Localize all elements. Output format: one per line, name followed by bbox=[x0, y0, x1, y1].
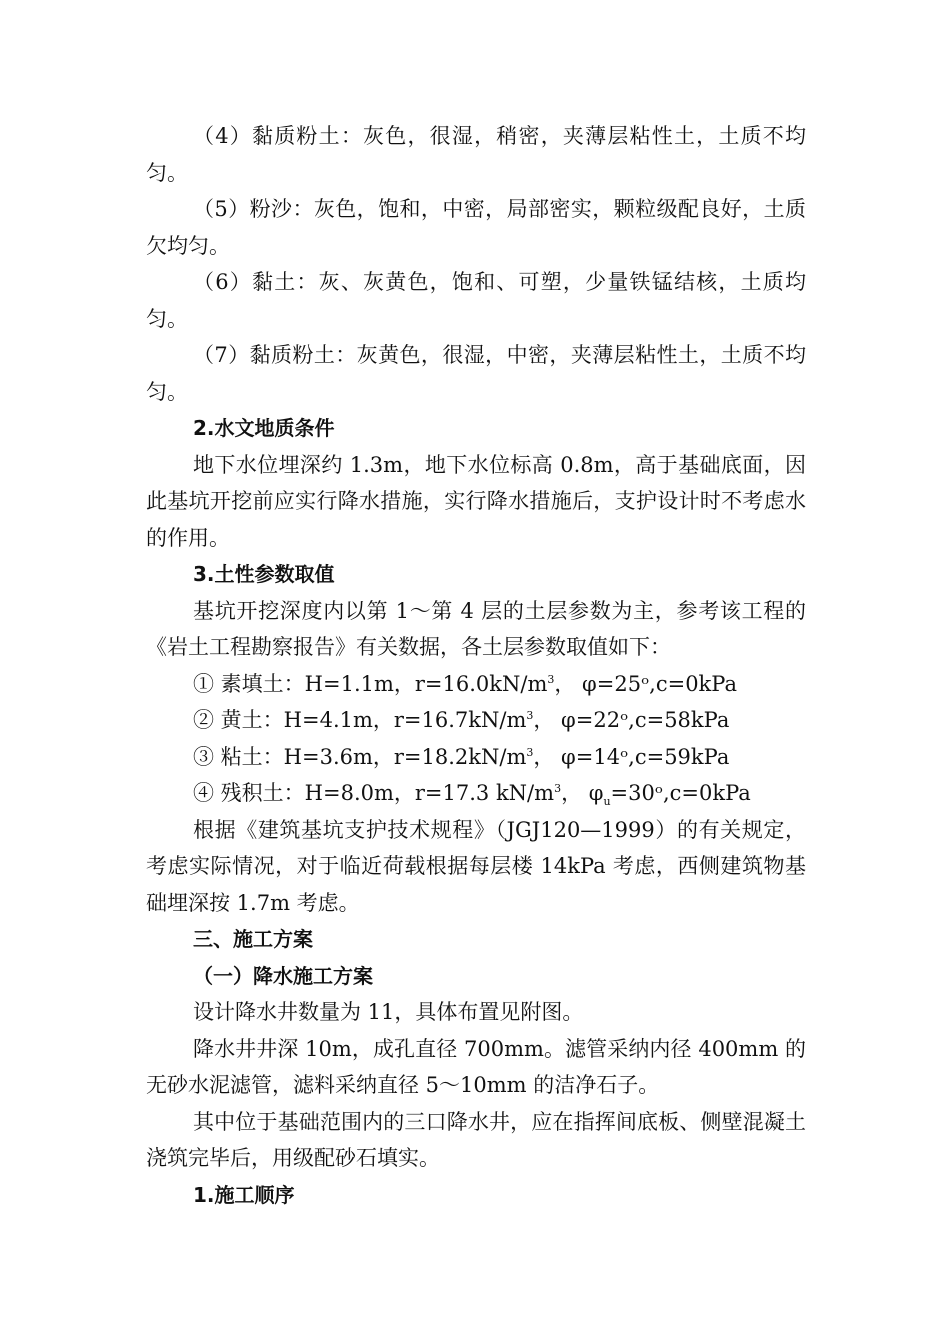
parameter-line-4-sup: 3 bbox=[554, 782, 562, 795]
parameter-line-4-sub: u bbox=[603, 795, 611, 809]
parameter-line-3 bbox=[146, 739, 806, 776]
well-fill-paragraph: 其中位于基础范围内的三口降水井，应在指挥间底板、侧壁混凝土浇筑完毕后，用级配砂石填实。 bbox=[146, 1109, 806, 1170]
parameter-line-1-sup: 3 bbox=[547, 672, 555, 686]
soil-layer-5-paragraph: （5）粉沙：灰色，饱和，中密，局部密实，颗粒级配良好，土质欠均匀。 bbox=[146, 197, 806, 258]
heading-construction-sequence: 1.施工顺序 bbox=[193, 1182, 295, 1207]
parameter-line-2-mid: ， φ=22 bbox=[533, 708, 621, 732]
parameter-line-4 bbox=[146, 775, 806, 812]
parameter-line-1-tail: ᵒ,c=0kPa bbox=[641, 671, 737, 696]
parameter-line-4-tail: =30ᵒ,c=0kPa bbox=[610, 781, 751, 805]
parameter-line-2-head: ② 黄土：H=4.1m，r=16.7kN/m bbox=[193, 708, 527, 732]
heading-soil-parameters: 3.土性参数取值 bbox=[193, 562, 335, 586]
well-specs-paragraph: 降水井井深 10m，成孔直径 700mm。滤管采纳内径 400mm 的无砂水泥滤管，滤料采纳直径 5～10mm 的洁净石子。 bbox=[146, 1036, 806, 1097]
parameter-line-1 bbox=[146, 666, 806, 703]
heading-hydrogeology: 2.水文地质条件 bbox=[193, 416, 335, 440]
parameter-line-4-mid: ， φ bbox=[561, 781, 604, 805]
parameter-line-3-head: ③ 粘土：H=3.6m，r=18.2kN/m bbox=[193, 744, 527, 769]
parameter-line-3-sup: 3 bbox=[526, 745, 534, 759]
parameter-line-3-tail: ᵒ,c=59kPa bbox=[620, 744, 730, 769]
code-reference-paragraph: 根据《建筑基坑支护技术规程》（JGJ120—1999）的有关规定，考虑实际情况，对于临近荷载根据每层楼 14kPa 考虑，西侧建筑物基础埋深按 1.7m 考虑。 bbox=[146, 817, 806, 915]
parameter-line-1-mid: ， φ=25 bbox=[554, 671, 642, 696]
parameter-line-2 bbox=[146, 702, 806, 739]
parameter-line-2-sup: 3 bbox=[526, 709, 534, 722]
heading-dewatering-plan: （一）降水施工方案 bbox=[193, 963, 373, 988]
well-count-paragraph: 设计降水井数量为 11，具体布置见附图。 bbox=[193, 1000, 584, 1024]
hydrogeology-paragraph: 地下水位埋深约 1.3m，地下水位标高 0.8m，高于基础底面，因此基坑开挖前应实行降水措施，实行降水措施后，支护设计时不考虑水的作用。 bbox=[146, 452, 806, 550]
parameter-line-2-tail: ᵒ,c=58kPa bbox=[620, 708, 730, 732]
soil-layer-7-paragraph: （7）黏质粉土：灰黄色，很湿，中密，夹薄层粘性土，土质不均匀。 bbox=[146, 343, 806, 404]
heading-construction-plan: 三、施工方案 bbox=[193, 927, 313, 951]
soil-layer-6-paragraph: （6）黏土：灰、灰黄色，饱和、可塑，少量铁锰结核，土质均匀。 bbox=[146, 270, 806, 331]
parameter-line-3-mid: ， φ=14 bbox=[533, 744, 621, 769]
parameter-line-1-head: ① 素填土：H=1.1m，r=16.0kN/m bbox=[193, 671, 548, 696]
document-body bbox=[146, 118, 806, 1213]
soil-layer-4-paragraph: （4）黏质粉土：灰色，很湿，稍密，夹薄层粘性土，土质不均匀。 bbox=[146, 124, 806, 185]
parameter-line-4-head: ④ 残积土：H=8.0m，r=17.3 kN/m bbox=[193, 781, 555, 805]
soil-parameters-paragraph: 基坑开挖深度内以第 1～第 4 层的土层参数为主，参考该工程的《岩土工程勘察报告》有关数据，各土层参数取值如下： bbox=[146, 598, 806, 659]
